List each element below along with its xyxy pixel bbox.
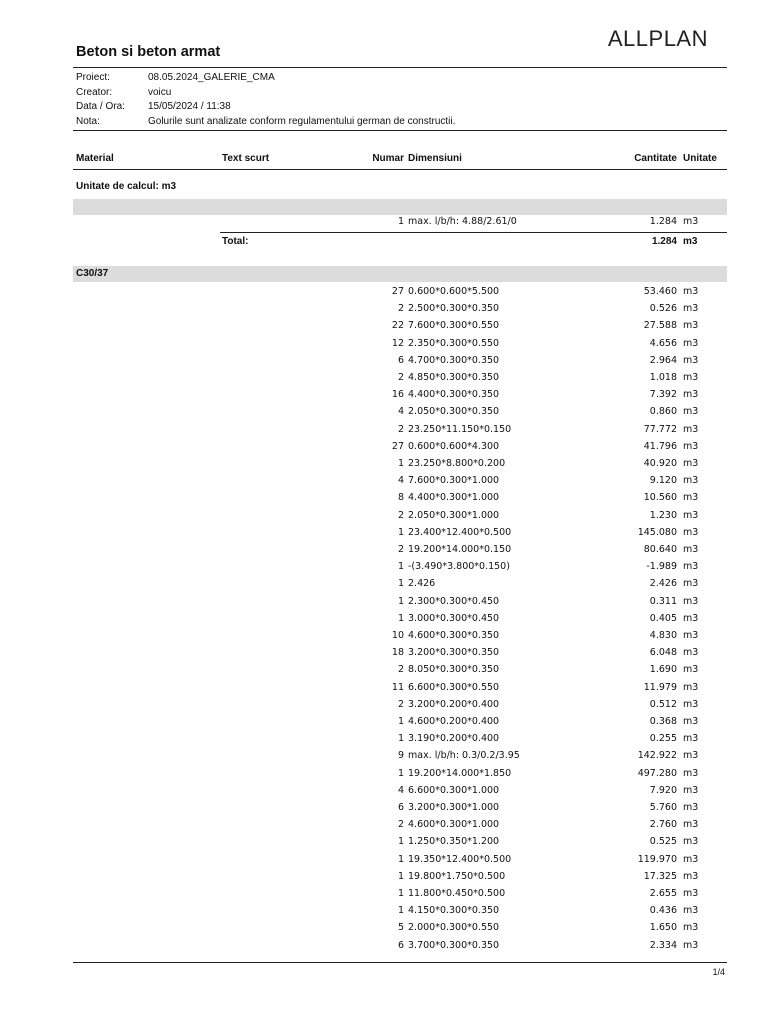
row-quantity: 1.230 — [649, 509, 677, 521]
row-count: 27 — [391, 440, 404, 452]
row-count: 27 — [391, 286, 404, 297]
row-unit: m3 — [683, 303, 699, 315]
table-row — [73, 421, 727, 438]
table-row — [73, 558, 727, 575]
row-unit: m3 — [683, 698, 699, 710]
table-header-divider — [73, 169, 727, 170]
row-unit: m3 — [683, 802, 699, 813]
row-quantity: 0.436 — [649, 905, 677, 917]
row-dimensions: 2.050*0.300*1.000 — [408, 509, 500, 521]
row-count: 4 — [397, 784, 404, 796]
row-count: 12 — [391, 337, 404, 349]
row-dimensions: 4.600*0.200*0.400 — [408, 716, 500, 727]
row-quantity: 41.796 — [643, 440, 677, 452]
row-dimensions: max. l/b/h: 0.3/0.2/3.95 — [408, 750, 520, 762]
meta-value: 08.05.2024_GALERIE_CMA — [148, 72, 275, 83]
row-count: 10 — [391, 630, 404, 641]
row-count: 1 — [397, 716, 404, 727]
meta-row-note — [76, 115, 455, 130]
col-material: Material — [76, 153, 114, 164]
row-count: 1 — [397, 526, 404, 538]
meta-value: Golurile sunt analizate conform regulamentului german de constructii. — [148, 115, 456, 127]
row-quantity: -1.989 — [646, 561, 677, 573]
row-dimensions: 2.050*0.300*0.350 — [408, 406, 500, 418]
row-dimensions: 23.250*8.800*0.200 — [408, 458, 506, 469]
row-dimensions: 7.600*0.300*0.550 — [408, 320, 500, 332]
row-count: 8 — [397, 492, 404, 504]
row-count: 4 — [397, 475, 404, 487]
meta-key: Proiect: — [76, 72, 110, 83]
row-quantity: 0.525 — [649, 836, 677, 848]
row-unit: m3 — [683, 595, 699, 607]
table-row — [73, 713, 727, 730]
row-count: 1 — [397, 836, 404, 848]
table-row — [73, 902, 727, 919]
meta-row-date — [76, 100, 455, 115]
row-quantity: 0.405 — [649, 612, 677, 624]
row-unit: m3 — [683, 819, 699, 831]
row-count: 2 — [397, 819, 404, 831]
row-dimensions: 2.426 — [408, 578, 436, 590]
table-row — [73, 386, 727, 403]
row-unit: m3 — [683, 492, 699, 504]
row-quantity: 145.080 — [637, 526, 677, 538]
table-row — [73, 507, 727, 524]
row-unit: m3 — [683, 372, 699, 383]
project-meta — [76, 71, 455, 129]
row-dimensions: 11.800*0.450*0.500 — [408, 888, 506, 899]
row-quantity: 4.830 — [649, 630, 677, 641]
col-unitate: Unitate — [683, 153, 717, 164]
row-count: 6 — [397, 939, 404, 951]
row-unit: m3 — [683, 733, 699, 745]
row-count: 9 — [397, 750, 404, 762]
row-unit: m3 — [683, 716, 699, 727]
row-quantity: 1.284 — [649, 216, 677, 227]
report-title: Beton si beton armat — [76, 44, 221, 60]
row-unit: m3 — [683, 647, 699, 659]
table-row — [73, 213, 727, 230]
row-quantity: 9.120 — [649, 475, 677, 487]
row-dimensions: 23.400*12.400*0.500 — [408, 526, 512, 538]
row-quantity: 27.588 — [643, 320, 677, 332]
table-row — [73, 919, 727, 936]
allplan-logo: ALLPLAN — [607, 26, 708, 51]
row-quantity: 11.979 — [643, 681, 677, 693]
row-unit: m3 — [683, 836, 699, 848]
table-row — [73, 661, 727, 678]
row-count: 2 — [397, 372, 404, 383]
row-quantity: 142.922 — [637, 750, 677, 762]
row-quantity: 0.255 — [649, 733, 677, 745]
row-quantity: 10.560 — [643, 492, 677, 504]
row-unit: m3 — [683, 922, 699, 934]
row-count: 18 — [391, 647, 404, 659]
meta-row-creator — [76, 86, 455, 101]
row-count: 2 — [397, 423, 404, 435]
row-count: 2 — [397, 544, 404, 555]
row-count: 1 — [397, 767, 404, 779]
row-dimensions: 19.350*12.400*0.500 — [408, 853, 512, 865]
meta-value: voicu — [148, 86, 172, 98]
row-unit: m3 — [683, 888, 699, 899]
table-row — [73, 747, 727, 764]
row-unit: m3 — [683, 389, 699, 401]
table-row — [73, 765, 727, 782]
row-unit: m3 — [683, 406, 699, 418]
row-count: 1 — [397, 612, 404, 624]
row-dimensions: 3.200*0.300*1.000 — [408, 802, 500, 813]
row-unit: m3 — [683, 475, 699, 487]
row-unit: m3 — [683, 939, 699, 951]
row-dimensions: 19.200*14.000*0.150 — [408, 544, 512, 555]
table-row — [73, 833, 727, 850]
row-dimensions: 1.250*0.350*1.200 — [408, 836, 500, 848]
col-numar: Numar — [372, 153, 404, 164]
row-quantity: 0.311 — [649, 595, 677, 607]
table-row — [73, 696, 727, 713]
meta-key: Creator: — [76, 86, 113, 98]
row-count: 16 — [391, 389, 404, 401]
row-dimensions: 0.600*0.600*4.300 — [408, 440, 500, 452]
row-count: 2 — [397, 664, 404, 676]
row-quantity: 17.325 — [643, 870, 677, 882]
row-unit: m3 — [683, 578, 699, 590]
page-number: 1/4 — [712, 967, 725, 977]
row-dimensions: 2.300*0.300*0.450 — [408, 595, 500, 607]
row-count: 1 — [397, 561, 404, 573]
row-count: 1 — [397, 578, 404, 590]
table-row — [73, 283, 727, 300]
row-unit: m3 — [683, 286, 699, 297]
row-unit: m3 — [683, 681, 699, 693]
row-quantity: 2.760 — [649, 819, 677, 831]
table-header — [73, 153, 727, 167]
table-row — [73, 524, 727, 541]
row-quantity: 5.760 — [649, 802, 677, 813]
row-count: 22 — [391, 320, 404, 332]
row-count: 6 — [397, 354, 404, 366]
table-row — [73, 593, 727, 610]
row-dimensions: 3.200*0.300*0.350 — [408, 647, 500, 659]
col-cantitate: Cantitate — [634, 153, 677, 164]
row-quantity: 119.970 — [637, 853, 677, 865]
row-count: 6 — [397, 802, 404, 813]
group1-total-row — [73, 233, 727, 250]
table-row — [73, 868, 727, 885]
row-dimensions: 4.600*0.300*1.000 — [408, 819, 500, 831]
row-dimensions: -(3.490*3.800*0.150) — [408, 561, 510, 573]
row-unit: m3 — [683, 440, 699, 452]
row-dimensions: 7.600*0.300*1.000 — [408, 475, 500, 487]
row-dimensions: max. l/b/h: 4.88/2.61/0 — [408, 216, 517, 227]
row-dimensions: 3.000*0.300*0.450 — [408, 612, 500, 624]
total-unit: m3 — [683, 236, 698, 247]
table-row — [73, 730, 727, 747]
meta-key: Nota: — [76, 115, 100, 127]
table-row — [73, 679, 727, 696]
row-quantity: 77.772 — [643, 423, 677, 435]
col-dimensiuni: Dimensiuni — [408, 153, 462, 164]
row-dimensions: 0.600*0.600*5.500 — [408, 286, 500, 297]
row-dimensions: 3.190*0.200*0.400 — [408, 733, 500, 745]
row-quantity: 2.655 — [649, 888, 677, 899]
row-unit: m3 — [683, 612, 699, 624]
meta-value: 15/05/2024 / 11:38 — [148, 101, 231, 112]
row-count: 1 — [397, 595, 404, 607]
table-row — [73, 438, 727, 455]
row-count: 2 — [397, 303, 404, 315]
table-row — [73, 782, 727, 799]
row-unit: m3 — [683, 458, 699, 469]
row-quantity: 40.920 — [643, 458, 677, 469]
row-count: 2 — [397, 509, 404, 521]
row-unit: m3 — [683, 526, 699, 538]
row-unit: m3 — [683, 853, 699, 865]
report-page — [73, 0, 727, 1024]
table-row — [73, 627, 727, 644]
row-unit: m3 — [683, 561, 699, 573]
row-dimensions: 2.500*0.300*0.350 — [408, 303, 500, 315]
row-quantity: 1.018 — [649, 372, 677, 383]
row-quantity: 80.640 — [643, 544, 677, 555]
row-unit: m3 — [683, 750, 699, 762]
table-row — [73, 335, 727, 352]
row-quantity: 2.426 — [649, 578, 677, 590]
row-unit: m3 — [683, 337, 699, 349]
row-quantity: 0.368 — [649, 716, 677, 727]
table-row — [73, 489, 727, 506]
row-count: 1 — [397, 905, 404, 917]
row-dimensions: 2.350*0.300*0.550 — [408, 337, 500, 349]
total-quantity: 1.284 — [651, 236, 677, 247]
row-count: 1 — [397, 853, 404, 865]
table-row — [73, 541, 727, 558]
table-row — [73, 610, 727, 627]
table-row — [73, 403, 727, 420]
row-quantity: 2.964 — [649, 354, 677, 366]
row-quantity: 0.512 — [649, 698, 677, 710]
row-dimensions: 4.150*0.300*0.350 — [408, 905, 500, 917]
row-unit: m3 — [683, 784, 699, 796]
table-row — [73, 851, 727, 868]
row-unit: m3 — [683, 630, 699, 641]
row-quantity: 2.334 — [649, 939, 677, 951]
row-unit: m3 — [683, 767, 699, 779]
table-row — [73, 885, 727, 902]
calc-unit-label: Unitate de calcul: m3 — [76, 181, 177, 192]
table-row — [73, 816, 727, 833]
row-dimensions: 19.200*14.000*1.850 — [408, 767, 512, 779]
col-text-scurt: Text scurt — [222, 153, 270, 164]
row-quantity: 1.690 — [649, 664, 677, 676]
table-row — [73, 352, 727, 369]
row-dimensions: 4.700*0.300*0.350 — [408, 354, 500, 366]
table-row — [73, 644, 727, 661]
row-dimensions: 6.600*0.300*1.000 — [408, 784, 500, 796]
row-count: 1 — [397, 458, 404, 469]
footer-divider — [73, 962, 727, 963]
meta-key: Data / Ora: — [76, 101, 125, 112]
row-dimensions: 4.850*0.300*0.350 — [408, 372, 500, 383]
row-dimensions: 4.600*0.300*0.350 — [408, 630, 500, 641]
row-dimensions: 3.200*0.200*0.400 — [408, 698, 500, 710]
row-unit: m3 — [683, 354, 699, 366]
row-count: 2 — [397, 698, 404, 710]
row-quantity: 7.392 — [649, 389, 677, 401]
table-row — [73, 300, 727, 317]
row-quantity: 0.526 — [649, 303, 677, 315]
row-dimensions: 4.400*0.300*0.350 — [408, 389, 500, 401]
row-count: 1 — [397, 888, 404, 899]
row-dimensions: 19.800*1.750*0.500 — [408, 870, 506, 882]
row-count: 1 — [397, 216, 404, 227]
total-label: Total: — [222, 236, 249, 247]
table-row — [73, 369, 727, 386]
table-row — [73, 937, 727, 954]
row-count: 4 — [397, 406, 404, 418]
group-band-c30-37 — [73, 266, 727, 282]
row-count: 1 — [397, 870, 404, 882]
row-count: 1 — [397, 733, 404, 745]
table-row — [73, 472, 727, 489]
row-dimensions: 6.600*0.300*0.550 — [408, 681, 500, 693]
row-quantity: 0.860 — [649, 406, 677, 418]
row-dimensions: 23.250*11.150*0.150 — [408, 423, 512, 435]
meta-divider — [73, 130, 727, 131]
row-count: 5 — [397, 922, 404, 934]
row-quantity: 53.460 — [643, 286, 677, 297]
table-row — [73, 317, 727, 334]
row-quantity: 6.048 — [649, 647, 677, 659]
row-dimensions: 4.400*0.300*1.000 — [408, 492, 500, 504]
row-dimensions: 2.000*0.300*0.550 — [408, 922, 500, 934]
row-quantity: 1.650 — [649, 922, 677, 934]
table-row — [73, 799, 727, 816]
header-divider — [73, 67, 727, 68]
row-quantity: 497.280 — [637, 767, 677, 779]
row-dimensions: 3.700*0.300*0.350 — [408, 939, 500, 951]
table-row — [73, 455, 727, 472]
row-quantity: 4.656 — [649, 337, 677, 349]
table-row — [73, 575, 727, 592]
row-unit: m3 — [683, 423, 699, 435]
row-quantity: 7.920 — [649, 784, 677, 796]
row-unit: m3 — [683, 320, 699, 332]
row-unit: m3 — [683, 216, 699, 227]
group-name: C30/37 — [76, 268, 109, 279]
row-unit: m3 — [683, 544, 699, 555]
row-unit: m3 — [683, 870, 699, 882]
row-unit: m3 — [683, 509, 699, 521]
meta-row-project — [76, 71, 455, 86]
row-unit: m3 — [683, 905, 699, 917]
row-count: 11 — [391, 681, 404, 693]
row-unit: m3 — [683, 664, 699, 676]
row-dimensions: 8.050*0.300*0.350 — [408, 664, 500, 676]
